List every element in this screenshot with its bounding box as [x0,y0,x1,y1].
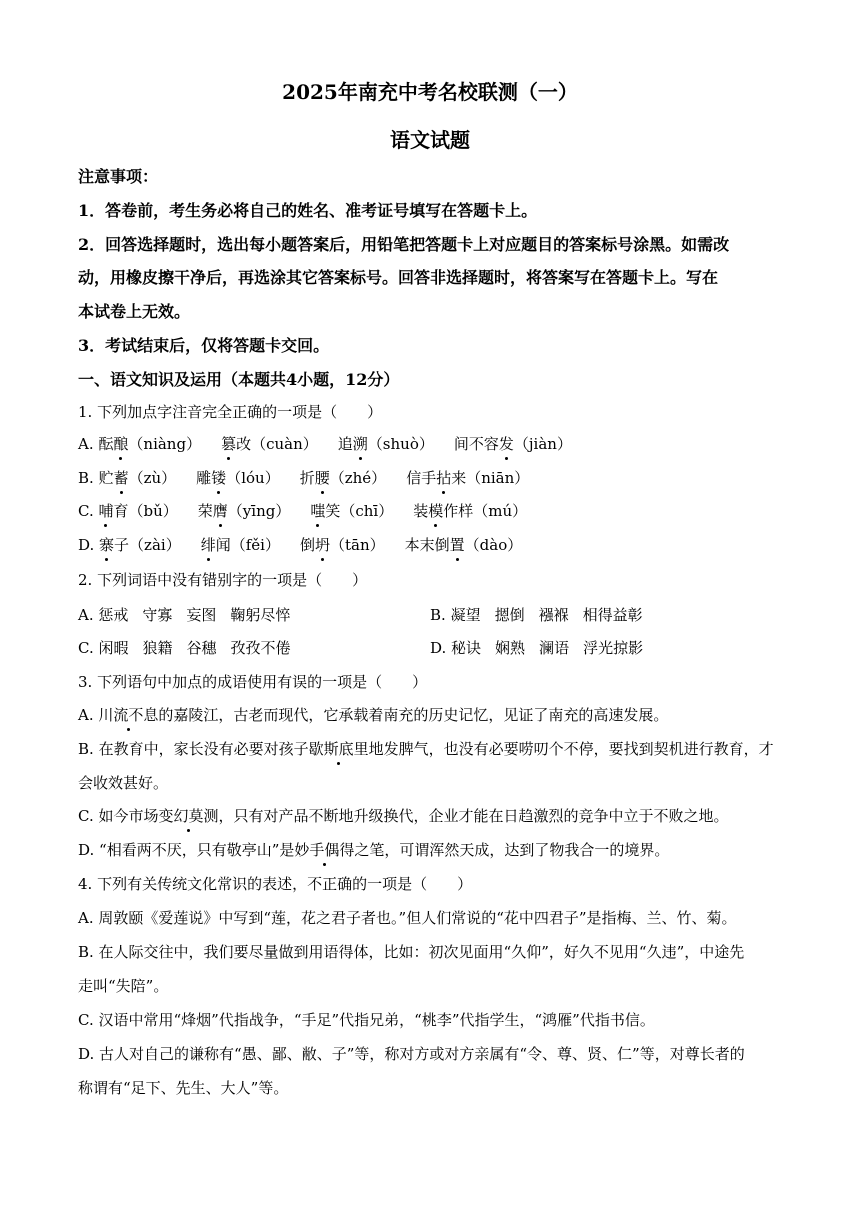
q2-option-b: B. 凝望 摁倒 襁褓 相得益彰 [430,606,643,624]
q3-stem: 3. 下列语句中加点的成语使用有误的一项是（ ） [78,673,428,691]
section-heading: 一、语文知识及运用（本题共4小题，12分） [78,370,400,389]
exam-subtitle: 语文试题 [390,128,470,152]
q1-option-c: C. 哺育（bǔ） 荣膺（yīng） 嗤笑（chī） 装模作样（mú） [78,502,528,520]
q3-option-c: C. 如今市场变幻莫测，只有对产品不断地升级换代，企业才能在日趋激烈的竞争中立于不败之地。 [78,807,729,825]
notice-line-4: 本试卷上无效。 [78,302,191,321]
q1-option-b: B. 贮蓄（zù） 雕镂（lóu） 折腰（zhé） 信手拈来（niān） [78,469,530,487]
q2-stem: 2. 下列词语中没有错别字的一项是（ ） [78,571,368,589]
q1-stem: 1. 下列加点字注音完全正确的一项是（ ） [78,403,383,421]
notice-heading: 注意事项： [78,167,159,186]
q4-option-a: A. 周敦颐《爱莲说》中写到“莲，花之君子者也。”但人们常说的“花中四君子”是指梅、兰、竹、菊。 [78,909,737,927]
q2-option-a: A. 惩戒 守寡 妄图 鞠躬尽悴 [78,606,291,624]
q4-stem: 4. 下列有关传统文化常识的表述，不正确的一项是（ ） [78,875,473,893]
q3-option-b-cont: 会收效甚好。 [78,774,169,792]
q4-option-c: C. 汉语中常用“烽烟”代指战争，“手足”代指兄弟，“桃李”代指学生，“鸿雁”代指书信。 [78,1011,655,1029]
q2-option-d: D. 秘诀 娴熟 澜语 浮光掠影 [430,639,644,657]
q4-option-b-cont: 走叫“失陪”。 [78,977,169,995]
notice-line-3: 动，用橡皮擦干净后，再选涂其它答案标号。回答非选择题时，将答案写在答题卡上。写在 [78,268,719,287]
notice-line-1: 1．答卷前，考生务必将自己的姓名、准考证号填写在答题卡上。 [78,201,538,220]
exam-title: 2025年南充中考名校联测（一） [282,80,578,104]
q4-option-b: B. 在人际交往中，我们要尽量做到用语得体，比如：初次见面用“久仰”，好久不见用“久违”，中途先 [78,943,745,961]
q4-option-d-cont: 称谓有“足下、先生、大人”等。 [78,1079,289,1097]
notice-line-2: 2．回答选择题时，选出每小题答案后，用铅笔把答题卡上对应题目的答案标号涂黑。如需改 [78,235,730,254]
q3-option-d: D. “相看两不厌，只有敬亭山”是妙手偶得之笔，可谓浑然天成，达到了物我合一的境界。 [78,841,670,859]
q4-option-d: D. 古人对自己的谦称有“愚、鄙、敝、子”等，称对方或对方亲属有“令、尊、贤、仁”等，对尊长者的 [78,1045,745,1063]
notice-line-5: 3．考试结束后，仅将答题卡交回。 [78,336,330,355]
q2-option-c: C. 闲暇 狼籍 谷穗 孜孜不倦 [78,639,291,657]
q1-option-d: D. 寨子（zài） 绯闻（fěi） 倒坍（tān） 本末倒置（dào） [78,536,523,554]
q3-option-b: B. 在教育中，家长没有必要对孩子歇斯底里地发脾气，也没有必要唠叨个不停，要找到契机进行教育，才 [78,740,774,758]
q1-option-a: A. 酝酿（niàng） 篡改（cuàn） 追溯（shuò） 间不容发（jiàn） [78,435,572,453]
q3-option-a: A. 川流不息的嘉陵江，古老而现代，它承载着南充的历史记忆，见证了南充的高速发展。 [78,706,669,724]
